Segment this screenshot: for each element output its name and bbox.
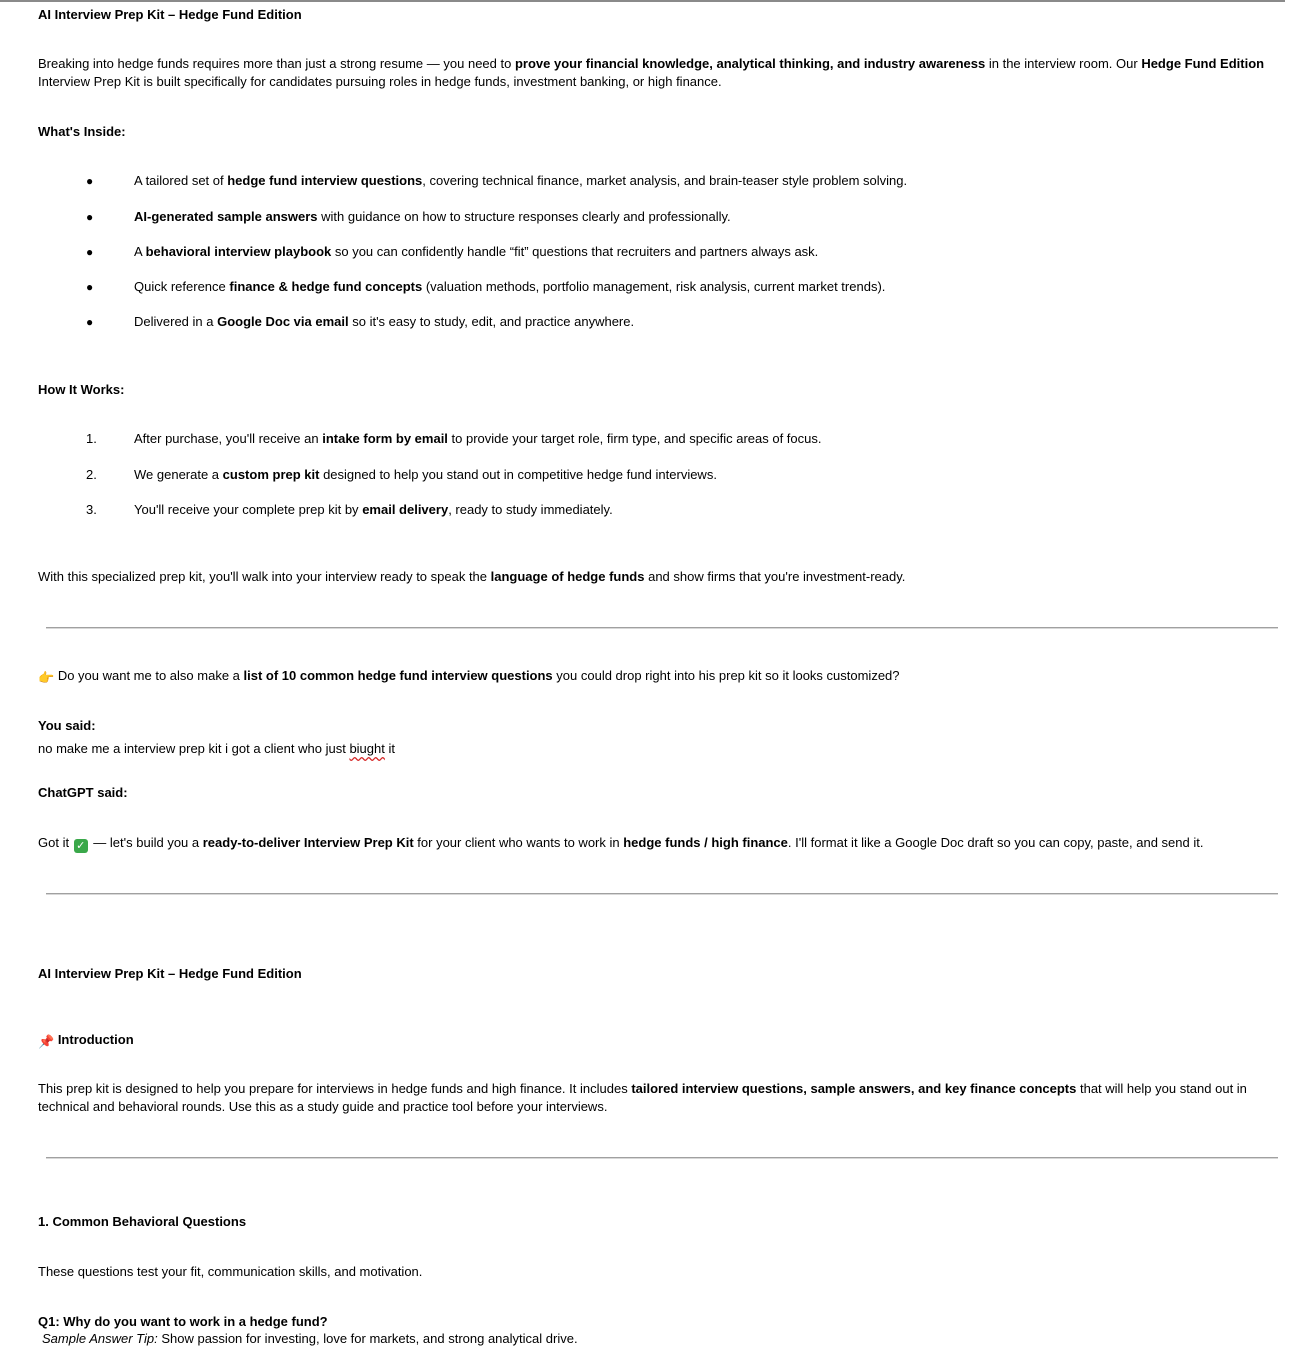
assistant-message: Got it ✓ — let's build you a ready-to-deliver Interview Prep Kit for your client who wants to work in hedge funds / high finance. I'll format it like a Google Doc draft so you can copy, paste, and send it. bbox=[38, 835, 1204, 852]
how-it-works-heading: How It Works: bbox=[38, 382, 125, 397]
list-item: 3. You'll receive your complete prep kit by email delivery, ready to study immediately. bbox=[86, 502, 613, 517]
closing-paragraph: With this specialized prep kit, you'll walk into your interview ready to speak the language of hedge funds and show firms that you're investment-ready. bbox=[38, 569, 906, 584]
horizontal-rule bbox=[46, 893, 1278, 895]
question-q1: Q1: Why do you want to work in a hedge fund? bbox=[38, 1314, 328, 1329]
check-mark-icon: ✓ bbox=[74, 839, 88, 853]
misspelled-word[interactable]: biught bbox=[349, 741, 385, 756]
section1-description: These questions test your fit, communication skills, and motivation. bbox=[38, 1264, 423, 1279]
top-divider bbox=[0, 0, 1285, 2]
bullet-icon: ● bbox=[86, 315, 94, 329]
kit-title: AI Interview Prep Kit – Hedge Fund Edition bbox=[38, 966, 302, 981]
bullet-icon: ● bbox=[86, 280, 94, 294]
step-number: 3. bbox=[86, 502, 97, 517]
list-item: ● Quick reference finance & hedge fund concepts (valuation methods, portfolio management, risk analysis, current market trends). bbox=[86, 279, 886, 294]
horizontal-rule bbox=[46, 1157, 1278, 1159]
list-item: ● AI-generated sample answers with guidance on how to structure responses clearly and professionally. bbox=[86, 209, 731, 224]
horizontal-rule bbox=[46, 627, 1278, 629]
user-message: no make me a interview prep kit i got a client who just biught it bbox=[38, 741, 395, 756]
list-item: 1. After purchase, you'll receive an intake form by email to provide your target role, firm type, and specific areas of focus. bbox=[86, 431, 822, 446]
whats-inside-heading: What's Inside: bbox=[38, 124, 126, 139]
bullet-icon: ● bbox=[86, 174, 94, 188]
pushpin-icon: 📌 bbox=[38, 1034, 55, 1049]
list-item: ● A behavioral interview playbook so you can confidently handle “fit” questions that recruiters and partners always ask. bbox=[86, 244, 819, 259]
user-label: You said: bbox=[38, 718, 96, 733]
intro-paragraph: Breaking into hedge funds requires more than just a strong resume — you need to prove your financial knowledge, analytical thinking, and industry awareness in the interview room. Our Hedge Fund Edition Interview Prep Kit is built specifically for candidates pursuing roles in hedge funds, investment banking, or high finance. bbox=[38, 56, 1265, 89]
introduction-heading: 📌 Introduction bbox=[38, 1032, 134, 1049]
step-number: 2. bbox=[86, 467, 97, 482]
doc-title: AI Interview Prep Kit – Hedge Fund Edition bbox=[38, 7, 302, 22]
bullet-icon: ● bbox=[86, 245, 94, 259]
bullet-icon: ● bbox=[86, 210, 94, 224]
step-number: 1. bbox=[86, 431, 97, 446]
offer-message: 👉 Do you want me to also make a list of 10 common hedge fund interview questions you could drop right into his prep kit so it looks customized? bbox=[38, 668, 900, 685]
list-item: ● Delivered in a Google Doc via email so it's easy to study, edit, and practice anywhere. bbox=[86, 314, 635, 329]
assistant-label: ChatGPT said: bbox=[38, 785, 128, 800]
kit-intro-paragraph: This prep kit is designed to help you prepare for interviews in hedge funds and high finance. It includes tailored interview questions, sample answers, and key finance concepts that will help you stand out in technical and behavioral rounds. Use this as a study guide and practice tool before your interviews. bbox=[38, 1081, 1247, 1114]
list-item: ● A tailored set of hedge fund interview questions, covering technical finance, market analysis, and brain-teaser style problem solving. bbox=[86, 173, 908, 188]
pointing-hand-icon: 👉 bbox=[38, 670, 55, 685]
q1-answer-tip: Sample Answer Tip: Show passion for investing, love for markets, and strong analytical drive. bbox=[42, 1331, 578, 1346]
list-item: 2. We generate a custom prep kit designed to help you stand out in competitive hedge fund interviews. bbox=[86, 467, 717, 482]
section1-heading: 1. Common Behavioral Questions bbox=[38, 1214, 247, 1229]
